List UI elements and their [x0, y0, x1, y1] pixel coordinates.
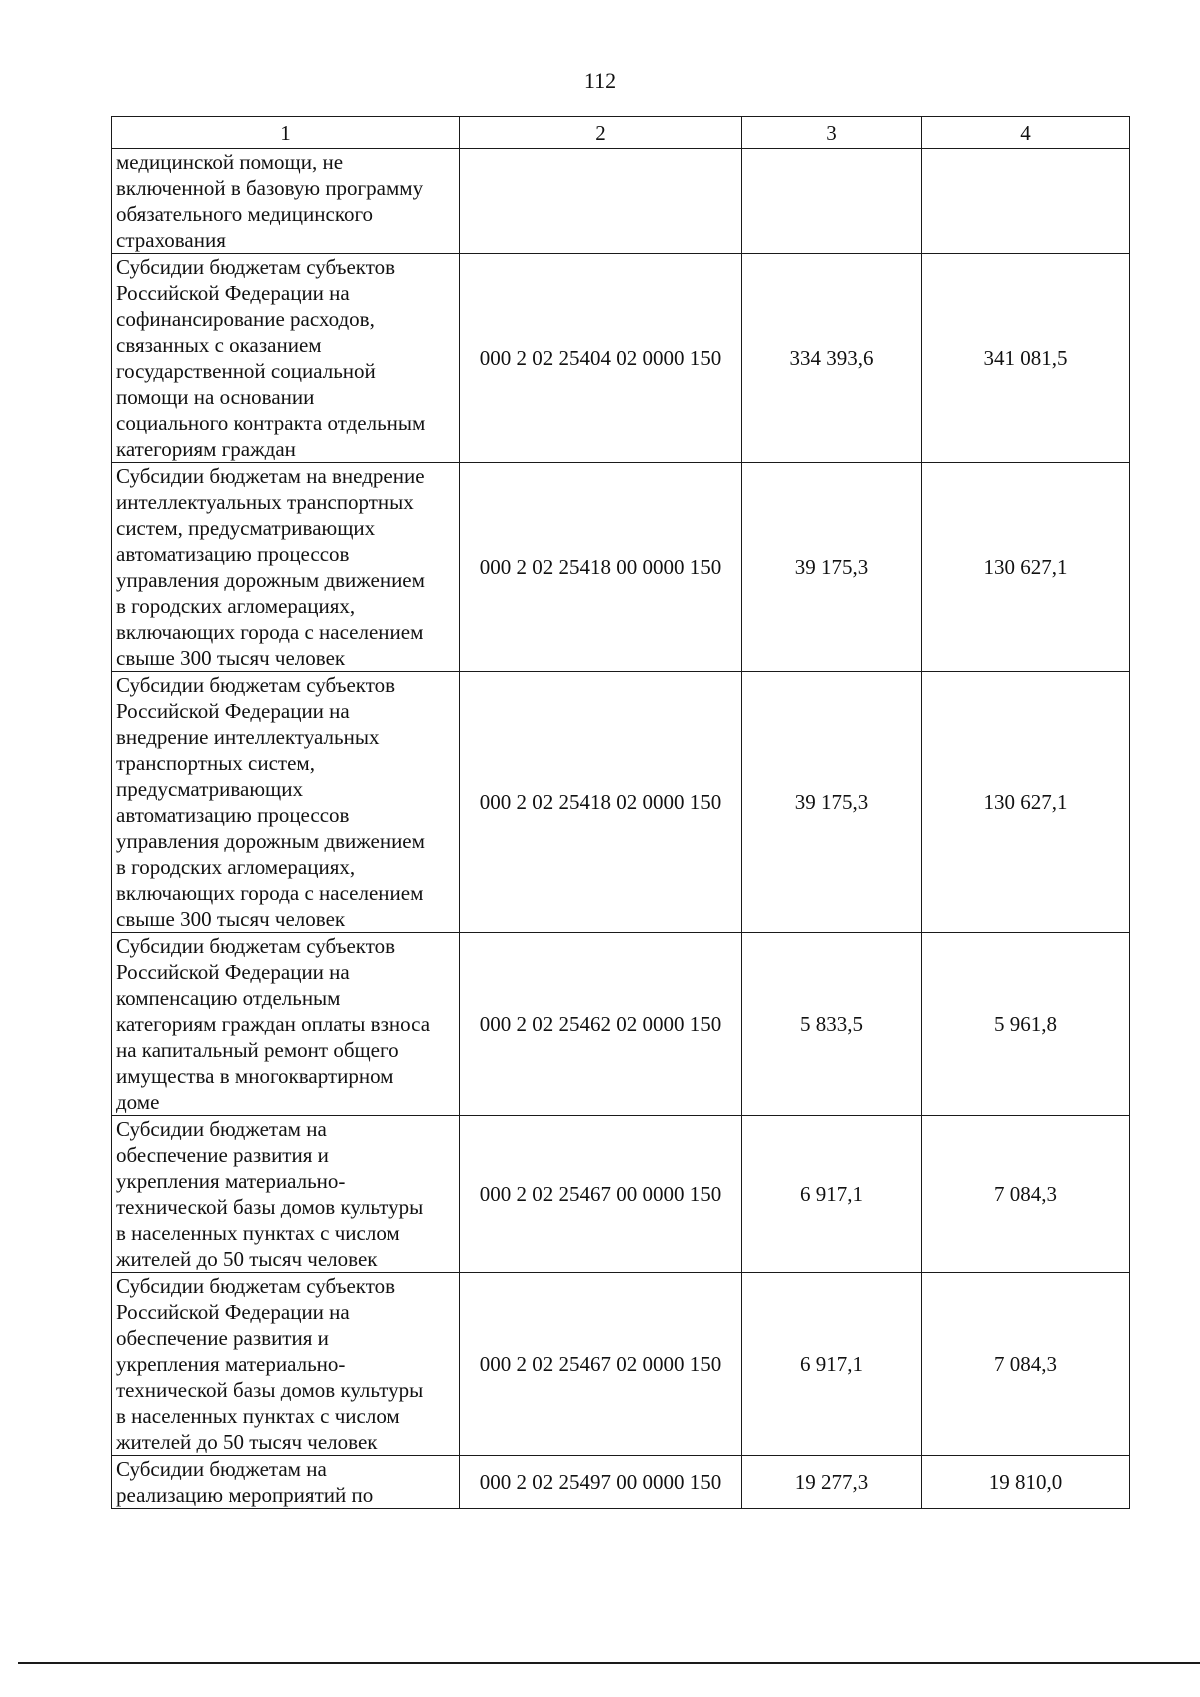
row-name-line: Субсидии бюджетам на внедрение [116, 464, 425, 488]
row-name-cell [112, 149, 460, 254]
row-name-line: обеспечение развития и [116, 1326, 329, 1350]
bottom-rule [18, 1662, 1200, 1664]
column-header-1: 1 [112, 117, 460, 149]
row-name-line: включающих города с населением [116, 881, 424, 905]
row-value-col3: 39 175,3 [742, 463, 922, 672]
row-code-cell: 000 2 02 25462 02 0000 150 [460, 933, 742, 1116]
row-name-cell [112, 463, 460, 672]
budget-table [111, 116, 1130, 1509]
row-name-line: социального контракта отдельным [116, 411, 426, 435]
column-header-3: 3 [742, 117, 922, 149]
column-header-4: 4 [922, 117, 1130, 149]
table-row [112, 254, 1130, 463]
row-value-col4: 19 810,0 [922, 1456, 1130, 1509]
row-name-line: связанных с оказанием [116, 333, 322, 357]
row-value-col3: 39 175,3 [742, 672, 922, 933]
row-name-line: Российской Федерации на [116, 281, 350, 305]
row-name-line: имущества в многоквартирном [116, 1064, 394, 1088]
row-value-col3: 6 917,1 [742, 1116, 922, 1273]
table-row [112, 1116, 1130, 1273]
row-value-col4: 5 961,8 [922, 933, 1130, 1116]
row-name-line: Субсидии бюджетам субъектов [116, 1274, 396, 1298]
row-value-col4: 7 084,3 [922, 1116, 1130, 1273]
table-row [112, 1456, 1130, 1509]
table-header-row [112, 117, 1130, 149]
row-code-cell [460, 149, 742, 254]
table-row [112, 463, 1130, 672]
page-number: 112 [583, 68, 617, 93]
row-name-line: укрепления материально- [116, 1169, 346, 1193]
row-name-line: категориям граждан оплаты взноса [116, 1012, 431, 1036]
row-code-cell: 000 2 02 25467 00 0000 150 [460, 1116, 742, 1273]
row-name-line: Субсидии бюджетам на [116, 1117, 327, 1141]
row-name-line: систем, предусматривающих [116, 516, 376, 540]
row-code-cell: 000 2 02 25497 00 0000 150 [460, 1456, 742, 1509]
row-name-line: внедрение интеллектуальных [116, 725, 380, 749]
row-name-line: в городских агломерациях, [116, 594, 356, 618]
row-name-line: свыше 300 тысяч человек [116, 907, 346, 931]
row-value-col3: 6 917,1 [742, 1273, 922, 1456]
table-row [112, 1273, 1130, 1456]
row-name-line: в городских агломерациях, [116, 855, 356, 879]
row-name-cell [112, 672, 460, 933]
row-code-cell: 000 2 02 25467 02 0000 150 [460, 1273, 742, 1456]
table-row [112, 933, 1130, 1116]
row-name-line: обязательного медицинского [116, 202, 374, 226]
row-value-col4: 7 084,3 [922, 1273, 1130, 1456]
row-name-line: на капитальный ремонт общего [116, 1038, 399, 1062]
column-header-2: 2 [460, 117, 742, 149]
row-name-line: управления дорожным движением [116, 829, 425, 853]
row-name-line: автоматизацию процессов [116, 542, 350, 566]
row-value-col3 [742, 149, 922, 254]
row-code-cell: 000 2 02 25404 02 0000 150 [460, 254, 742, 463]
row-name-line: страхования [116, 228, 226, 252]
row-name-line: обеспечение развития и [116, 1143, 329, 1167]
row-name-line: государственной социальной [116, 359, 376, 383]
row-name-line: включающих города с населением [116, 620, 424, 644]
row-name-line: укрепления материально- [116, 1352, 346, 1376]
row-name-cell [112, 1116, 460, 1273]
row-name-cell [112, 254, 460, 463]
row-name-line: жителей до 50 тысяч человек [116, 1247, 378, 1271]
row-value-col4 [922, 149, 1130, 254]
row-name-line: жителей до 50 тысяч человек [116, 1430, 378, 1454]
row-name-line: Субсидии бюджетам субъектов [116, 673, 396, 697]
row-value-col4: 130 627,1 [922, 672, 1130, 933]
table-row [112, 672, 1130, 933]
row-name-line: транспортных систем, [116, 751, 315, 775]
row-name-line: автоматизацию процессов [116, 803, 350, 827]
row-code-cell: 000 2 02 25418 02 0000 150 [460, 672, 742, 933]
row-value-col4: 130 627,1 [922, 463, 1130, 672]
row-name-line: в населенных пунктах с числом [116, 1404, 400, 1428]
row-name-line: Российской Федерации на [116, 699, 350, 723]
row-name-line: реализацию мероприятий по [116, 1483, 374, 1507]
row-name-cell [112, 1456, 460, 1509]
row-name-line: категориям граждан [116, 437, 296, 461]
row-name-line: Субсидии бюджетам субъектов [116, 934, 396, 958]
row-name-line: софинансирование расходов, [116, 307, 375, 331]
row-code-cell: 000 2 02 25418 00 0000 150 [460, 463, 742, 672]
row-name-cell [112, 933, 460, 1116]
row-name-line: медицинской помощи, не [116, 150, 344, 174]
row-name-line: компенсацию отдельным [116, 986, 341, 1010]
row-name-line: интеллектуальных транспортных [116, 490, 414, 514]
row-value-col3: 5 833,5 [742, 933, 922, 1116]
row-name-line: Субсидии бюджетам на [116, 1457, 327, 1481]
row-value-col3: 19 277,3 [742, 1456, 922, 1509]
row-name-line: предусматривающих [116, 777, 303, 801]
row-value-col4: 341 081,5 [922, 254, 1130, 463]
row-name-line: включенной в базовую программу [116, 176, 424, 200]
row-name-line: управления дорожным движением [116, 568, 425, 592]
row-name-line: технической базы домов культуры [116, 1378, 424, 1402]
row-name-line: помощи на основании [116, 385, 315, 409]
row-value-col3: 334 393,6 [742, 254, 922, 463]
row-name-line: Российской Федерации на [116, 1300, 350, 1324]
row-name-line: свыше 300 тысяч человек [116, 646, 346, 670]
row-name-line: доме [116, 1090, 160, 1114]
row-name-line: Субсидии бюджетам субъектов [116, 255, 396, 279]
row-name-cell [112, 1273, 460, 1456]
row-name-line: технической базы домов культуры [116, 1195, 424, 1219]
row-name-line: Российской Федерации на [116, 960, 350, 984]
row-name-line: в населенных пунктах с числом [116, 1221, 400, 1245]
table-row [112, 149, 1130, 254]
